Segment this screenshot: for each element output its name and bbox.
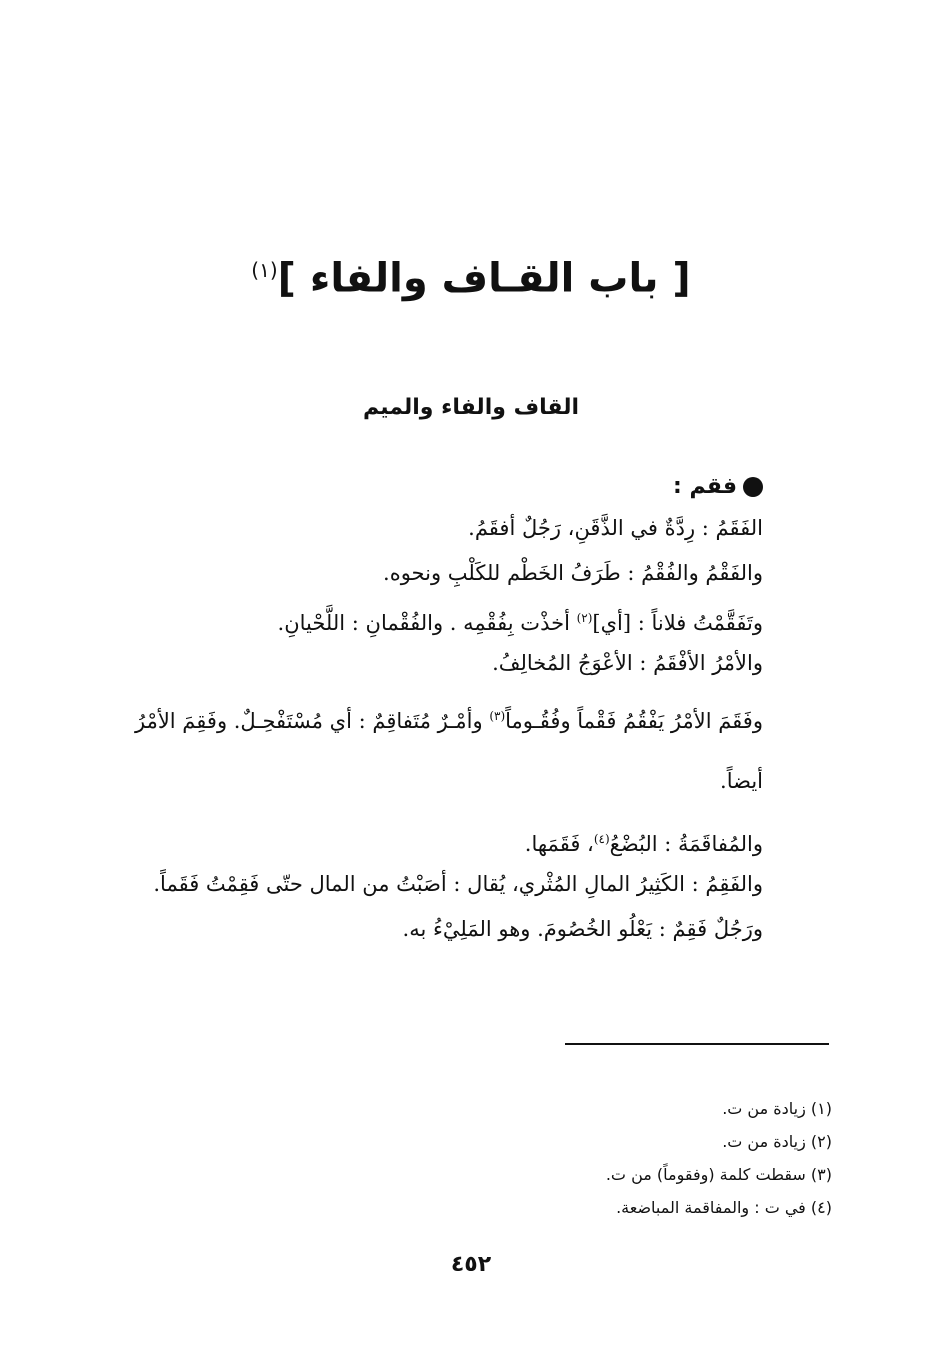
entry-line-text: والفَقْمُ والفُقْمُ : طَرَفُ الخَطْم للكَلْبِ ونحوه. (383, 561, 763, 585)
footnote-ref: (٢) (576, 611, 593, 625)
entry-line-text: الفَقَمُ : رِدَّةٌ في الذَّقَنِ، رَجُلٌ أفقَمُ. (468, 516, 763, 540)
entry-line (95, 907, 763, 952)
entry-line (95, 596, 763, 641)
footnote-ref: (٣) (489, 709, 506, 723)
entry-line (95, 551, 763, 596)
entry-line (95, 817, 763, 862)
entry-line-text: وفَقَمَ الأمْرُ يَفْقُمُ فَقْماً وفُقُـوماً (505, 709, 763, 733)
entry-line (95, 862, 763, 907)
chapter-note-ref: (١) (251, 258, 278, 282)
entry-line-text-continued: أخذْت بِفُقْمِه . والفُقْمانِ : اللَّحْيانِ. (277, 611, 577, 635)
footnote-ref: (٤) (593, 832, 610, 846)
entry-line-text-continued: ، فَقَمَها. (524, 832, 594, 856)
entry-line (95, 686, 763, 811)
entry-line-text: والأمْرُ الأفْقَمُ : الأعْوَجُ المُخالِفُ. (492, 651, 763, 675)
chapter-title-text: [ باب القـاف والفاء ] (277, 255, 691, 302)
chapter-title (0, 240, 942, 308)
entry-line-text: والمُفاقَمَةُ : البُضْعُ (609, 832, 763, 856)
entry-headword-line (95, 468, 763, 506)
entry-line (95, 641, 763, 686)
footnote: (٤) في ت : والمفاقمة المباضعة. (616, 1198, 832, 1217)
page-number: ٤٥٢ (450, 1252, 492, 1277)
section-title: القاف والفاء والميم (362, 395, 580, 420)
entry-line-text-continued: وأمْـرٌ مُتَفاقِمٌ : أي مُسْتَفْحِـلٌ. وفَقِمَ الأمْرُ أيضاً. (134, 709, 763, 793)
footnote-divider (565, 1043, 829, 1045)
entry-headword: فقم : (673, 474, 737, 499)
dictionary-entry (95, 468, 763, 952)
bullet-icon (743, 477, 763, 497)
footnote: (٣) سقطت كلمة (وفقوماً) من ت. (605, 1165, 832, 1184)
footnotes (400, 1092, 832, 1224)
entry-line-text: وتَفَقَّمْتُ فلاناً : [أي] (592, 611, 763, 635)
entry-line-text: والفَقِمُ : الكَثِيرُ المالِ المُثْري، يُقال : أصَبْتُ من المال حتّى فَقِمْتُ فَقَماً. (153, 872, 763, 896)
entry-line-text: ورَجُلٌ فَقِمٌ : يَعْلُو الخُصُومَ. وهو المَلِيْءُ به. (402, 917, 763, 941)
footnote: (١) زيادة من ت. (722, 1099, 832, 1118)
entry-line (95, 506, 763, 551)
footnote: (٢) زيادة من ت. (722, 1132, 832, 1151)
